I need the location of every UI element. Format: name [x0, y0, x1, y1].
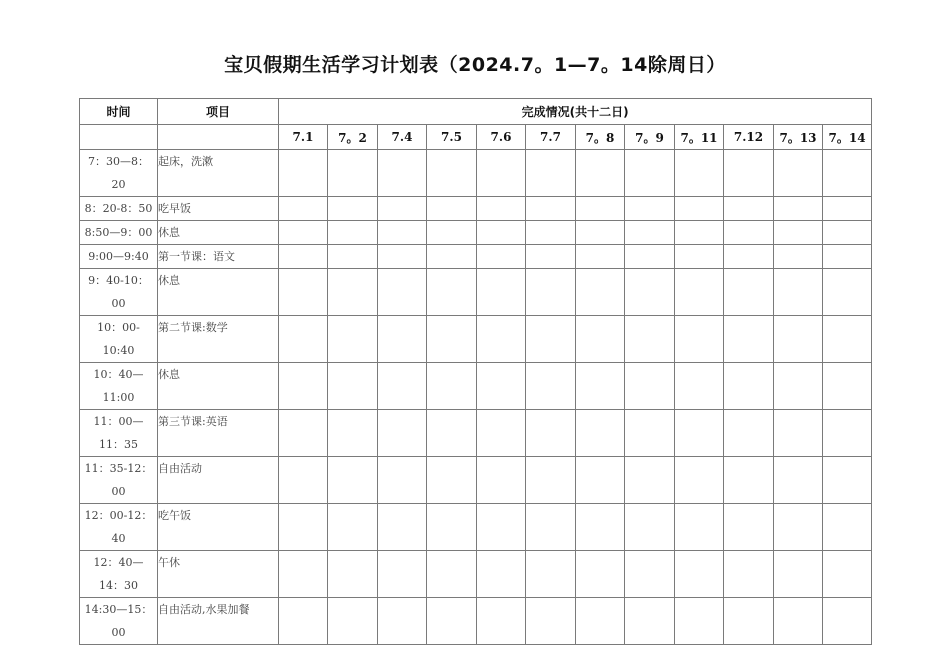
date-header: 7。13 [774, 125, 823, 150]
completion-cell[interactable] [823, 410, 872, 457]
activity-cell: 休息 [158, 363, 279, 410]
table-row [80, 551, 872, 598]
activity-cell: 第三节课:英语 [158, 410, 279, 457]
completion-cell[interactable] [823, 598, 872, 645]
completion-cell[interactable] [724, 363, 774, 410]
completion-cell[interactable] [328, 457, 378, 504]
completion-cell[interactable] [675, 598, 724, 645]
activity-cell: 吃午饭 [158, 504, 279, 551]
completion-cell[interactable] [823, 150, 872, 197]
completion-cell[interactable] [675, 363, 724, 410]
completion-cell[interactable] [427, 221, 477, 245]
completion-cell[interactable] [427, 363, 477, 410]
completion-cell[interactable] [576, 221, 625, 245]
completion-cell[interactable] [427, 150, 477, 197]
completion-cell[interactable] [724, 410, 774, 457]
completion-cell[interactable] [675, 269, 724, 316]
completion-cell[interactable] [477, 197, 526, 221]
time-cell [80, 197, 158, 221]
completion-cell[interactable] [427, 410, 477, 457]
completion-cell[interactable] [774, 551, 823, 598]
activity-cell: 休息 [158, 221, 279, 245]
completion-cell[interactable] [774, 197, 823, 221]
table-row [80, 363, 872, 410]
completion-cell[interactable] [328, 245, 378, 269]
completion-cell[interactable] [477, 316, 526, 363]
completion-cell[interactable] [328, 150, 378, 197]
completion-cell[interactable] [675, 551, 724, 598]
completion-cell[interactable] [328, 410, 378, 457]
activity-cell: 自由活动 [158, 457, 279, 504]
completion-cell[interactable] [526, 150, 576, 197]
completion-cell[interactable] [526, 245, 576, 269]
completion-cell[interactable] [526, 363, 576, 410]
completion-cell[interactable] [378, 269, 427, 316]
completion-cell[interactable] [625, 316, 675, 363]
completion-cell[interactable] [774, 598, 823, 645]
completion-cell[interactable] [774, 221, 823, 245]
completion-cell[interactable] [526, 504, 576, 551]
completion-cell[interactable] [675, 410, 724, 457]
completion-cell[interactable] [675, 197, 724, 221]
completion-cell[interactable] [279, 598, 328, 645]
completion-cell[interactable] [625, 598, 675, 645]
time-text-continued: 11：35 [99, 438, 138, 451]
completion-cell[interactable] [823, 316, 872, 363]
time-cell [80, 410, 158, 457]
completion-cell[interactable] [477, 410, 526, 457]
completion-cell[interactable] [279, 221, 328, 245]
completion-cell[interactable] [526, 197, 576, 221]
time-text: 10：40— [93, 368, 144, 381]
completion-cell[interactable] [576, 410, 625, 457]
time-cell [80, 551, 158, 598]
completion-cell[interactable] [774, 245, 823, 269]
completion-cell[interactable] [576, 197, 625, 221]
completion-cell[interactable] [328, 269, 378, 316]
completion-cell[interactable] [477, 363, 526, 410]
completion-cell[interactable] [625, 245, 675, 269]
table-row [80, 598, 872, 645]
time-cell [80, 363, 158, 410]
time-header: 时间 [80, 99, 158, 125]
activity-cell: 午休 [158, 551, 279, 598]
time-text: 7：30—8： [88, 155, 149, 168]
plan-body [80, 150, 872, 645]
completion-cell[interactable] [477, 598, 526, 645]
completion-cell[interactable] [823, 197, 872, 221]
completion-cell[interactable] [378, 316, 427, 363]
completion-cell[interactable] [279, 551, 328, 598]
completion-cell[interactable] [774, 457, 823, 504]
completion-cell[interactable] [328, 363, 378, 410]
status-header: 完成情况(共十二日) [279, 99, 872, 125]
completion-cell[interactable] [526, 457, 576, 504]
completion-cell[interactable] [378, 551, 427, 598]
date-header: 7。2 [328, 125, 378, 150]
time-cell [80, 457, 158, 504]
date-header: 7。11 [675, 125, 724, 150]
time-text: 14:30—15： [84, 603, 153, 616]
date-header: 7.4 [378, 125, 427, 150]
completion-cell[interactable] [279, 150, 328, 197]
completion-cell[interactable] [526, 410, 576, 457]
completion-cell[interactable] [625, 221, 675, 245]
completion-cell[interactable] [576, 269, 625, 316]
completion-cell[interactable] [279, 245, 328, 269]
completion-cell[interactable] [477, 150, 526, 197]
completion-cell[interactable] [477, 551, 526, 598]
completion-cell[interactable] [675, 221, 724, 245]
time-text: 8：20-8：50 [84, 202, 153, 215]
time-text: 10：00- [97, 321, 140, 334]
activity-cell: 第二节课:数学 [158, 316, 279, 363]
completion-cell[interactable] [378, 197, 427, 221]
date-row [80, 125, 872, 150]
table-row [80, 457, 872, 504]
completion-cell[interactable] [823, 363, 872, 410]
completion-cell[interactable] [378, 245, 427, 269]
table-row [80, 410, 872, 457]
date-header: 7.1 [279, 125, 328, 150]
completion-cell[interactable] [328, 551, 378, 598]
activity-cell: 第一节课：语文 [158, 245, 279, 269]
time-text: 11：35-12： [84, 462, 153, 475]
completion-cell[interactable] [378, 598, 427, 645]
time-text: 12：00-12： [84, 509, 153, 522]
completion-cell[interactable] [774, 269, 823, 316]
completion-cell[interactable] [427, 551, 477, 598]
time-text: 12：40— [93, 556, 144, 569]
completion-cell[interactable] [675, 245, 724, 269]
completion-cell[interactable] [675, 504, 724, 551]
date-header: 7。14 [823, 125, 872, 150]
table-row [80, 269, 872, 316]
time-cell [80, 598, 158, 645]
completion-cell[interactable] [675, 150, 724, 197]
completion-cell[interactable] [625, 150, 675, 197]
completion-cell[interactable] [328, 598, 378, 645]
completion-cell[interactable] [576, 316, 625, 363]
time-text: 9：40-10： [88, 274, 149, 287]
completion-cell[interactable] [823, 245, 872, 269]
table-row [80, 316, 872, 363]
completion-cell[interactable] [526, 269, 576, 316]
header-row [80, 99, 872, 125]
completion-cell[interactable] [625, 197, 675, 221]
completion-cell[interactable] [823, 269, 872, 316]
completion-cell[interactable] [477, 269, 526, 316]
time-text-continued: 14：30 [99, 579, 138, 592]
date-header: 7。8 [576, 125, 625, 150]
completion-cell[interactable] [378, 410, 427, 457]
completion-cell[interactable] [477, 457, 526, 504]
completion-cell[interactable] [427, 504, 477, 551]
completion-cell[interactable] [724, 457, 774, 504]
date-header: 7。9 [625, 125, 675, 150]
time-cell [80, 504, 158, 551]
completion-cell[interactable] [378, 457, 427, 504]
completion-cell[interactable] [279, 316, 328, 363]
completion-cell[interactable] [724, 245, 774, 269]
time-cell [80, 316, 158, 363]
completion-cell[interactable] [724, 221, 774, 245]
completion-cell[interactable] [378, 221, 427, 245]
activity-cell: 吃早饭 [158, 197, 279, 221]
completion-cell[interactable] [427, 197, 477, 221]
completion-cell[interactable] [724, 504, 774, 551]
time-text: 8:50—9：00 [84, 226, 153, 239]
completion-cell[interactable] [279, 269, 328, 316]
completion-cell[interactable] [279, 197, 328, 221]
activity-cell: 自由活动,水果加餐 [158, 598, 279, 645]
completion-cell[interactable] [576, 457, 625, 504]
completion-cell[interactable] [625, 410, 675, 457]
table-row [80, 197, 872, 221]
time-text-continued: 11:00 [102, 391, 135, 404]
activity-cell: 起床，洗漱 [158, 150, 279, 197]
completion-cell[interactable] [378, 363, 427, 410]
completion-cell[interactable] [576, 551, 625, 598]
time-text: 11：00— [93, 415, 144, 428]
completion-cell[interactable] [625, 504, 675, 551]
time-cell [80, 150, 158, 197]
completion-cell[interactable] [427, 269, 477, 316]
completion-cell[interactable] [328, 316, 378, 363]
completion-cell[interactable] [625, 551, 675, 598]
completion-cell[interactable] [675, 457, 724, 504]
completion-cell[interactable] [823, 504, 872, 551]
completion-cell[interactable] [823, 551, 872, 598]
completion-cell[interactable] [279, 457, 328, 504]
date-blank-item [158, 125, 279, 150]
page-title: 宝贝假期生活学习计划表（2024.7。1—7。14除周日） [224, 54, 726, 76]
activity-cell: 休息 [158, 269, 279, 316]
completion-cell[interactable] [675, 316, 724, 363]
table-row [80, 150, 872, 197]
time-cell [80, 221, 158, 245]
completion-cell[interactable] [427, 457, 477, 504]
completion-cell[interactable] [328, 504, 378, 551]
table-row [80, 221, 872, 245]
date-header: 7.6 [477, 125, 526, 150]
completion-cell[interactable] [724, 598, 774, 645]
time-text-continued: 10:40 [102, 344, 135, 357]
plan-table [79, 98, 872, 645]
completion-cell[interactable] [774, 150, 823, 197]
completion-cell[interactable] [576, 150, 625, 197]
time-text-continued: 20 [111, 178, 126, 191]
completion-cell[interactable] [576, 245, 625, 269]
time-text-continued: 00 [111, 297, 126, 310]
completion-cell[interactable] [279, 410, 328, 457]
completion-cell[interactable] [774, 316, 823, 363]
completion-cell[interactable] [328, 197, 378, 221]
time-text-continued: 00 [111, 485, 126, 498]
completion-cell[interactable] [625, 457, 675, 504]
completion-cell[interactable] [378, 150, 427, 197]
completion-cell[interactable] [724, 197, 774, 221]
completion-cell[interactable] [724, 551, 774, 598]
completion-cell[interactable] [526, 598, 576, 645]
date-header: 7.5 [427, 125, 477, 150]
table-row [80, 245, 872, 269]
date-header: 7.12 [724, 125, 774, 150]
time-cell [80, 245, 158, 269]
completion-cell[interactable] [427, 245, 477, 269]
time-cell [80, 269, 158, 316]
completion-cell[interactable] [378, 504, 427, 551]
time-text-continued: 00 [111, 626, 126, 639]
completion-cell[interactable] [724, 269, 774, 316]
completion-cell[interactable] [724, 150, 774, 197]
completion-cell[interactable] [328, 221, 378, 245]
date-header: 7.7 [526, 125, 576, 150]
completion-cell[interactable] [774, 410, 823, 457]
completion-cell[interactable] [625, 363, 675, 410]
completion-cell[interactable] [576, 504, 625, 551]
completion-cell[interactable] [823, 457, 872, 504]
completion-cell[interactable] [279, 504, 328, 551]
table-row [80, 504, 872, 551]
completion-cell[interactable] [625, 269, 675, 316]
completion-cell[interactable] [774, 504, 823, 551]
completion-cell[interactable] [279, 363, 328, 410]
time-text: 9:00—9:40 [88, 250, 149, 263]
completion-cell[interactable] [427, 598, 477, 645]
completion-cell[interactable] [823, 221, 872, 245]
completion-cell[interactable] [477, 504, 526, 551]
completion-cell[interactable] [724, 316, 774, 363]
completion-cell[interactable] [774, 363, 823, 410]
completion-cell[interactable] [526, 316, 576, 363]
completion-cell[interactable] [427, 316, 477, 363]
completion-cell[interactable] [576, 363, 625, 410]
completion-cell[interactable] [526, 551, 576, 598]
item-header: 项目 [158, 99, 279, 125]
completion-cell[interactable] [477, 245, 526, 269]
completion-cell[interactable] [576, 598, 625, 645]
completion-cell[interactable] [526, 221, 576, 245]
date-blank-time [80, 125, 158, 150]
completion-cell[interactable] [477, 221, 526, 245]
time-text-continued: 40 [111, 532, 126, 545]
